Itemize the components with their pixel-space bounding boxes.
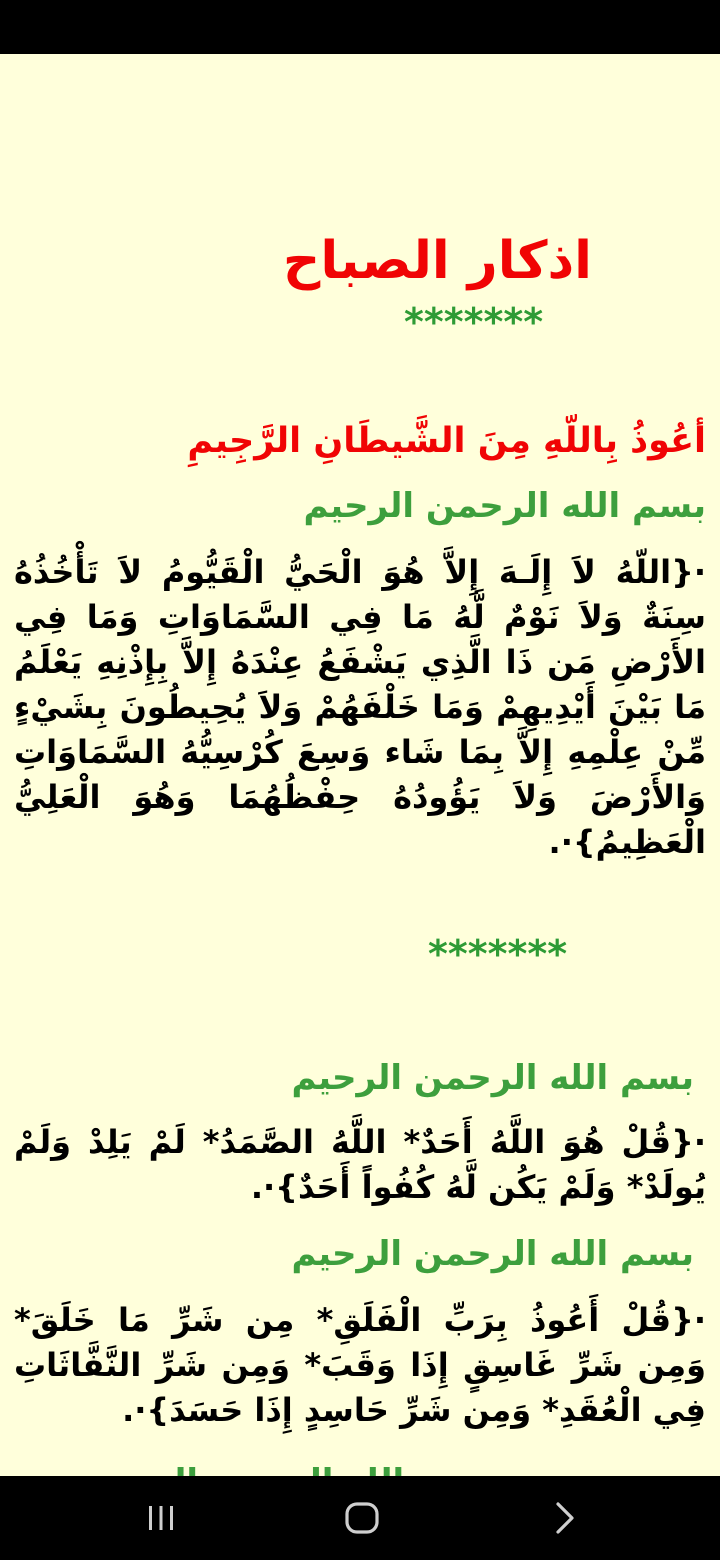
basmala-heading: بسم الله الرحمن الرحيم [291,1234,694,1274]
recents-icon [145,1502,177,1534]
azkar-content[interactable] [0,54,720,1476]
back-icon [548,1500,580,1536]
back-button[interactable] [534,1490,594,1546]
basmala-heading: بسم الله الرحمن الرحيم [303,486,706,526]
surah-ikhlas-text: ·{قُلْ هُوَ اللَّهُ أَحَدٌ* اللَّهُ الصَّمَدُ* لَمْ يَلِدْ وَلَمْ يُولَدْ* وَلَمْ يَكُن لَّهُ كُفُواً أَحَدٌ}·. [14,1123,706,1206]
page-title: اذكار الصباح [282,231,592,291]
isti3adha-line: أعُوذُ بِاللّهِ مِنَ الشَّيطَانِ الرَّجِيمِ [187,421,706,461]
navigation-bar [0,1476,720,1560]
home-icon [344,1500,380,1536]
home-button[interactable] [332,1490,392,1546]
ayat-al-kursi-text: ·{اللّهُ لاَ إِلَـهَ إِلاَّ هُوَ الْحَيُّ الْقَيُّومُ لاَ تَأْخُذُهُ سِنَةٌ وَلاَ نَوْمٌ لَّهُ مَا فِي السَّمَاوَاتِ وَمَا فِي الأَرْضِ مَن ذَا الَّذِي يَشْفَعُ عِنْدَهُ إِلاَّ بِإِذْنِهِ يَعْلَمُ مَا بَيْنَ أَيْدِيهِمْ وَمَا خَلْفَهُمْ وَلاَ يُحِيطُونَ بِشَيْءٍ مِّنْ عِلْمِهِ إِلاَّ بِمَا شَاء وَسِعَ كُرْسِيُّهُ السَّمَاوَاتِ وَالأَرْضَ وَلاَ يَؤُودُهُ حِفْظُهُمَا وَهُوَ الْعَلِيُّ الْعَظِيمُ}·. [14,553,706,861]
surah-falaq-text: ·{قُلْ أَعُوذُ بِرَبِّ الْفَلَقِ* مِن شَرِّ مَا خَلَقَ* وَمِن شَرِّ غَاسِقٍ إِذَا وَقَبَ* وَمِن شَرِّ النَّفَّاثَاتِ فِي الْعُقَدِ* وَمِن شَرِّ حَاسِدٍ إِذَا حَسَدَ}·. [14,1301,706,1429]
basmala-heading: بسم الله الرحمن الرحيم [291,1058,694,1098]
recents-button[interactable] [131,1490,191,1546]
stars-divider-top: ******* [404,300,544,344]
stars-divider-middle: ******* [428,932,568,976]
status-bar [0,0,720,54]
